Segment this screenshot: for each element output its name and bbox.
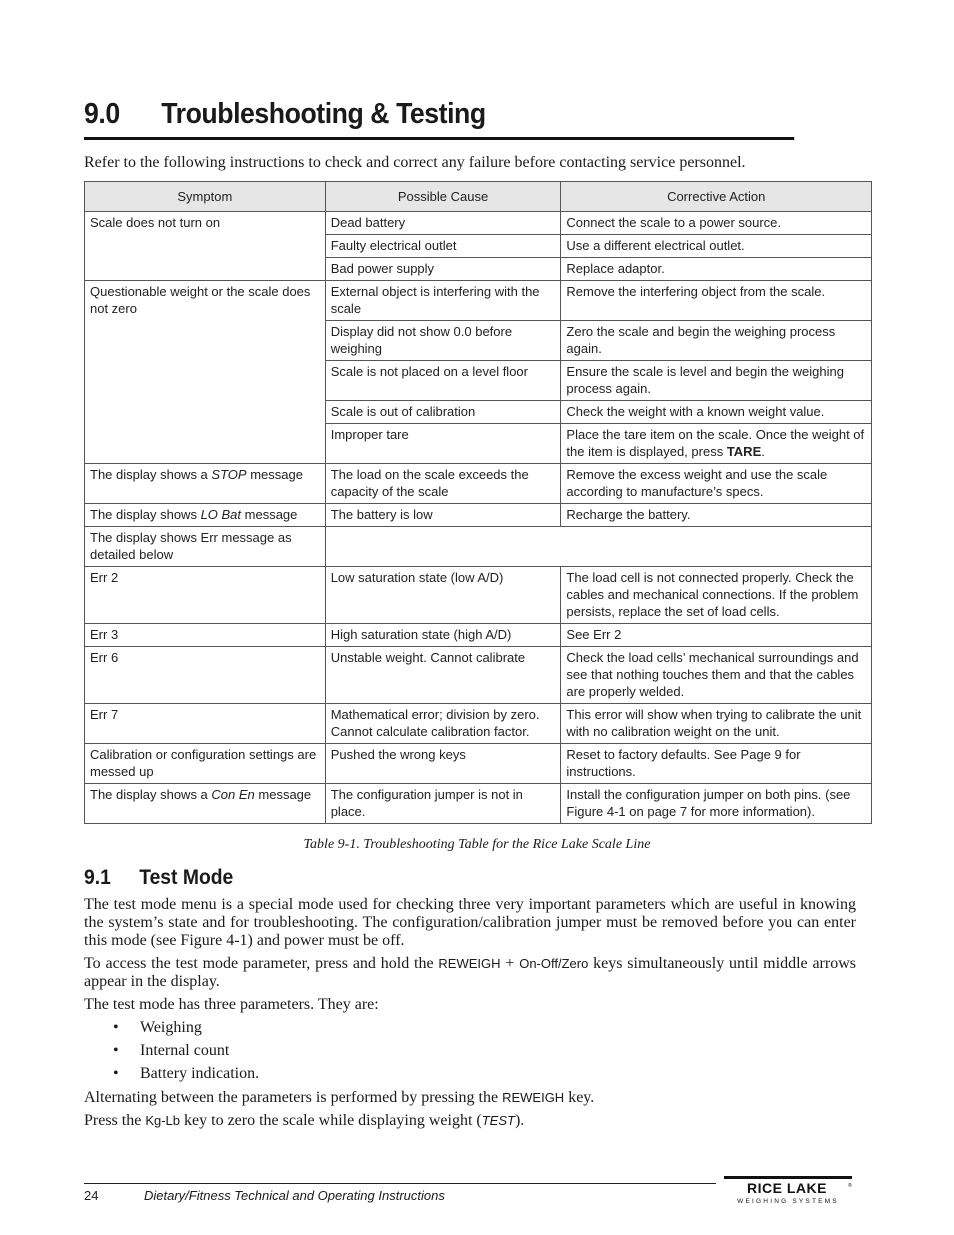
cause-cell: The load on the scale exceeds the capacity of the scale xyxy=(325,464,561,504)
bullet-icon: • xyxy=(113,1042,119,1059)
action-cell: Remove the excess weight and use the scale according to manufacture’s specs. xyxy=(561,464,872,504)
display-message: LO Bat xyxy=(200,507,242,522)
symptom-cell: Scale does not turn on xyxy=(85,212,326,281)
cause-cell: The battery is low xyxy=(325,504,561,527)
symptom-text: message xyxy=(254,787,312,802)
bullet-icon: • xyxy=(113,1019,119,1036)
symptom-cell: Err 6 xyxy=(85,647,326,704)
subsection-number: 9.1 xyxy=(84,866,111,889)
cause-cell: External object is interfering with the scale xyxy=(325,281,561,321)
list-item-text: Internal count xyxy=(140,1042,230,1059)
paragraph-text: Alternating between the parameters is performed by pressing the xyxy=(84,1089,503,1106)
symptom-cell: Err 7 xyxy=(85,704,326,744)
cause-cell: Unstable weight. Cannot calibrate xyxy=(325,647,561,704)
action-cell: Use a different electrical outlet. xyxy=(561,235,872,258)
cause-cell: Scale is out of calibration xyxy=(325,401,561,424)
header-action: Corrective Action xyxy=(561,182,872,212)
logo-registered: ® xyxy=(848,1183,852,1189)
paragraph-text: Press the xyxy=(84,1112,146,1129)
page-number: 24 xyxy=(84,1188,99,1203)
action-cell: Replace adaptor. xyxy=(561,258,872,281)
paragraph-text: key to zero the scale while displaying weight ( xyxy=(180,1112,482,1129)
action-cell: Connect the scale to a power source. xyxy=(561,212,872,235)
on-off-zero-key-label: On-Off/Zero xyxy=(519,956,589,971)
cause-cell: Bad power supply xyxy=(325,258,561,281)
table-row xyxy=(85,624,872,647)
bullet-icon: • xyxy=(113,1065,119,1082)
symptom-cell xyxy=(85,464,326,504)
symptom-cell xyxy=(85,784,326,824)
alternating-paragraph xyxy=(84,1089,856,1107)
symptom-cell: Questionable weight or the scale does not zero xyxy=(85,281,326,464)
cause-cell: Dead battery xyxy=(325,212,561,235)
symptom-cell: The display shows Err message as detailed below xyxy=(85,527,326,567)
table-header-row xyxy=(85,182,872,212)
section-number: 9.0 xyxy=(84,98,120,130)
parameters-intro: The test mode has three parameters. They are: xyxy=(84,996,379,1013)
test-mode-paragraph: The test mode menu is a special mode used for checking three very important parameters which are useful in knowing the system’s state and for troubleshooting. The configuration/calibration jumper must be removed before you can enter this mode (see Figure 4-1) and power must be off. xyxy=(84,896,856,949)
list-item xyxy=(113,1016,259,1039)
paragraph-text: ). xyxy=(514,1112,525,1129)
tare-key-label: TARE xyxy=(726,444,762,459)
paragraph-text: key. xyxy=(564,1089,595,1106)
cause-cell: The configuration jumper is not in place. xyxy=(325,784,561,824)
action-cell: Recharge the battery. xyxy=(561,504,872,527)
action-text: Place the tare item on the scale. Once the weight of the item is displayed, press xyxy=(566,427,865,459)
table-caption: Table 9-1. Troubleshooting Table for the Rice Lake Scale Line xyxy=(303,837,651,852)
table-row xyxy=(85,784,872,824)
logo-tagline: WEIGHING SYSTEMS xyxy=(737,1198,839,1205)
symptom-cell xyxy=(85,504,326,527)
subsection-title: Test Mode xyxy=(139,866,234,889)
page-title xyxy=(84,98,794,140)
table-row xyxy=(85,704,872,744)
plus-sign: + xyxy=(500,955,520,972)
symptom-text: message xyxy=(246,467,303,482)
action-cell xyxy=(561,424,872,464)
action-cell: This error will show when trying to calibrate the unit with no calibration weight on the unit. xyxy=(561,704,872,744)
paragraph-text: To access the test mode parameter, press and hold the xyxy=(84,955,439,972)
rice-lake-logo xyxy=(724,1176,852,1206)
symptom-text: The display shows xyxy=(90,507,201,522)
section-heading xyxy=(84,866,233,890)
cause-cell: Improper tare xyxy=(325,424,561,464)
action-text-end: . xyxy=(761,444,765,459)
intro-paragraph: Refer to the following instructions to check and correct any failure before contacting service personnel. xyxy=(84,154,746,171)
symptom-text: The display shows a xyxy=(90,467,212,482)
access-paragraph xyxy=(84,955,856,991)
paragraph-text: keys simultaneously until middle arrows appear in the display. xyxy=(84,955,856,990)
cause-cell: Mathematical error; division by zero. Cannot calculate calibration factor. xyxy=(325,704,561,744)
cause-cell: Faulty electrical outlet xyxy=(325,235,561,258)
symptom-cell: Err 3 xyxy=(85,624,326,647)
header-cause: Possible Cause xyxy=(325,182,561,212)
table-row xyxy=(85,504,872,527)
display-message: STOP xyxy=(211,467,247,482)
table-row xyxy=(85,744,872,784)
kg-lb-paragraph xyxy=(84,1112,856,1130)
table-row xyxy=(85,527,872,567)
kg-lb-key-label: Kg-Lb xyxy=(145,1113,181,1128)
troubleshooting-table xyxy=(84,181,872,824)
cause-cell: Low saturation state (low A/D) xyxy=(325,567,561,624)
footer-rule xyxy=(84,1183,716,1184)
reweigh-key-label: REWEIGH xyxy=(438,956,501,971)
section-title: Troubleshooting & Testing xyxy=(161,98,486,130)
table-row xyxy=(85,212,872,235)
action-cell: Reset to factory defaults. See Page 9 for instructions. xyxy=(561,744,872,784)
action-cell: Check the weight with a known weight value. xyxy=(561,401,872,424)
action-cell: Remove the interfering object from the scale. xyxy=(561,281,872,321)
list-item-text: Battery indication. xyxy=(140,1065,260,1082)
logo-wordmark: RICE LAKE xyxy=(747,1180,827,1196)
test-label: TEST xyxy=(481,1113,515,1128)
action-cell: The load cell is not connected properly. Check the cables and mechanical connections. If the problem persists, replace the set of load cells. xyxy=(561,567,872,624)
list-item-text: Weighing xyxy=(140,1019,202,1036)
cause-cell: Scale is not placed on a level floor xyxy=(325,361,561,401)
display-message: Con En xyxy=(211,787,255,802)
action-cell: Ensure the scale is level and begin the weighing process again. xyxy=(561,361,872,401)
table-row xyxy=(85,281,872,321)
symptom-cell: Calibration or configuration settings are messed up xyxy=(85,744,326,784)
cause-cell: Display did not show 0.0 before weighing xyxy=(325,321,561,361)
document-title: Dietary/Fitness Technical and Operating Instructions xyxy=(144,1188,445,1203)
list-item xyxy=(113,1039,259,1062)
list-item xyxy=(113,1062,259,1085)
logo-bar xyxy=(724,1176,852,1179)
table-row xyxy=(85,567,872,624)
action-cell: Check the load cells’ mechanical surroundings and see that nothing touches them and that the cables are properly welded. xyxy=(561,647,872,704)
table-row xyxy=(85,464,872,504)
cause-cell: High saturation state (high A/D) xyxy=(325,624,561,647)
header-symptom: Symptom xyxy=(85,182,326,212)
symptom-text: The display shows a xyxy=(90,787,212,802)
symptom-cell: Err 2 xyxy=(85,567,326,624)
cause-cell: Pushed the wrong keys xyxy=(325,744,561,784)
table-row xyxy=(85,647,872,704)
symptom-text: message xyxy=(241,507,298,522)
empty-cell xyxy=(325,527,871,567)
action-cell: Install the configuration jumper on both pins. (see Figure 4-1 on page 7 for more information). xyxy=(561,784,872,824)
parameter-list xyxy=(113,1016,259,1085)
action-cell: See Err 2 xyxy=(561,624,872,647)
action-cell: Zero the scale and begin the weighing process again. xyxy=(561,321,872,361)
reweigh-key-label: REWEIGH xyxy=(502,1090,565,1105)
